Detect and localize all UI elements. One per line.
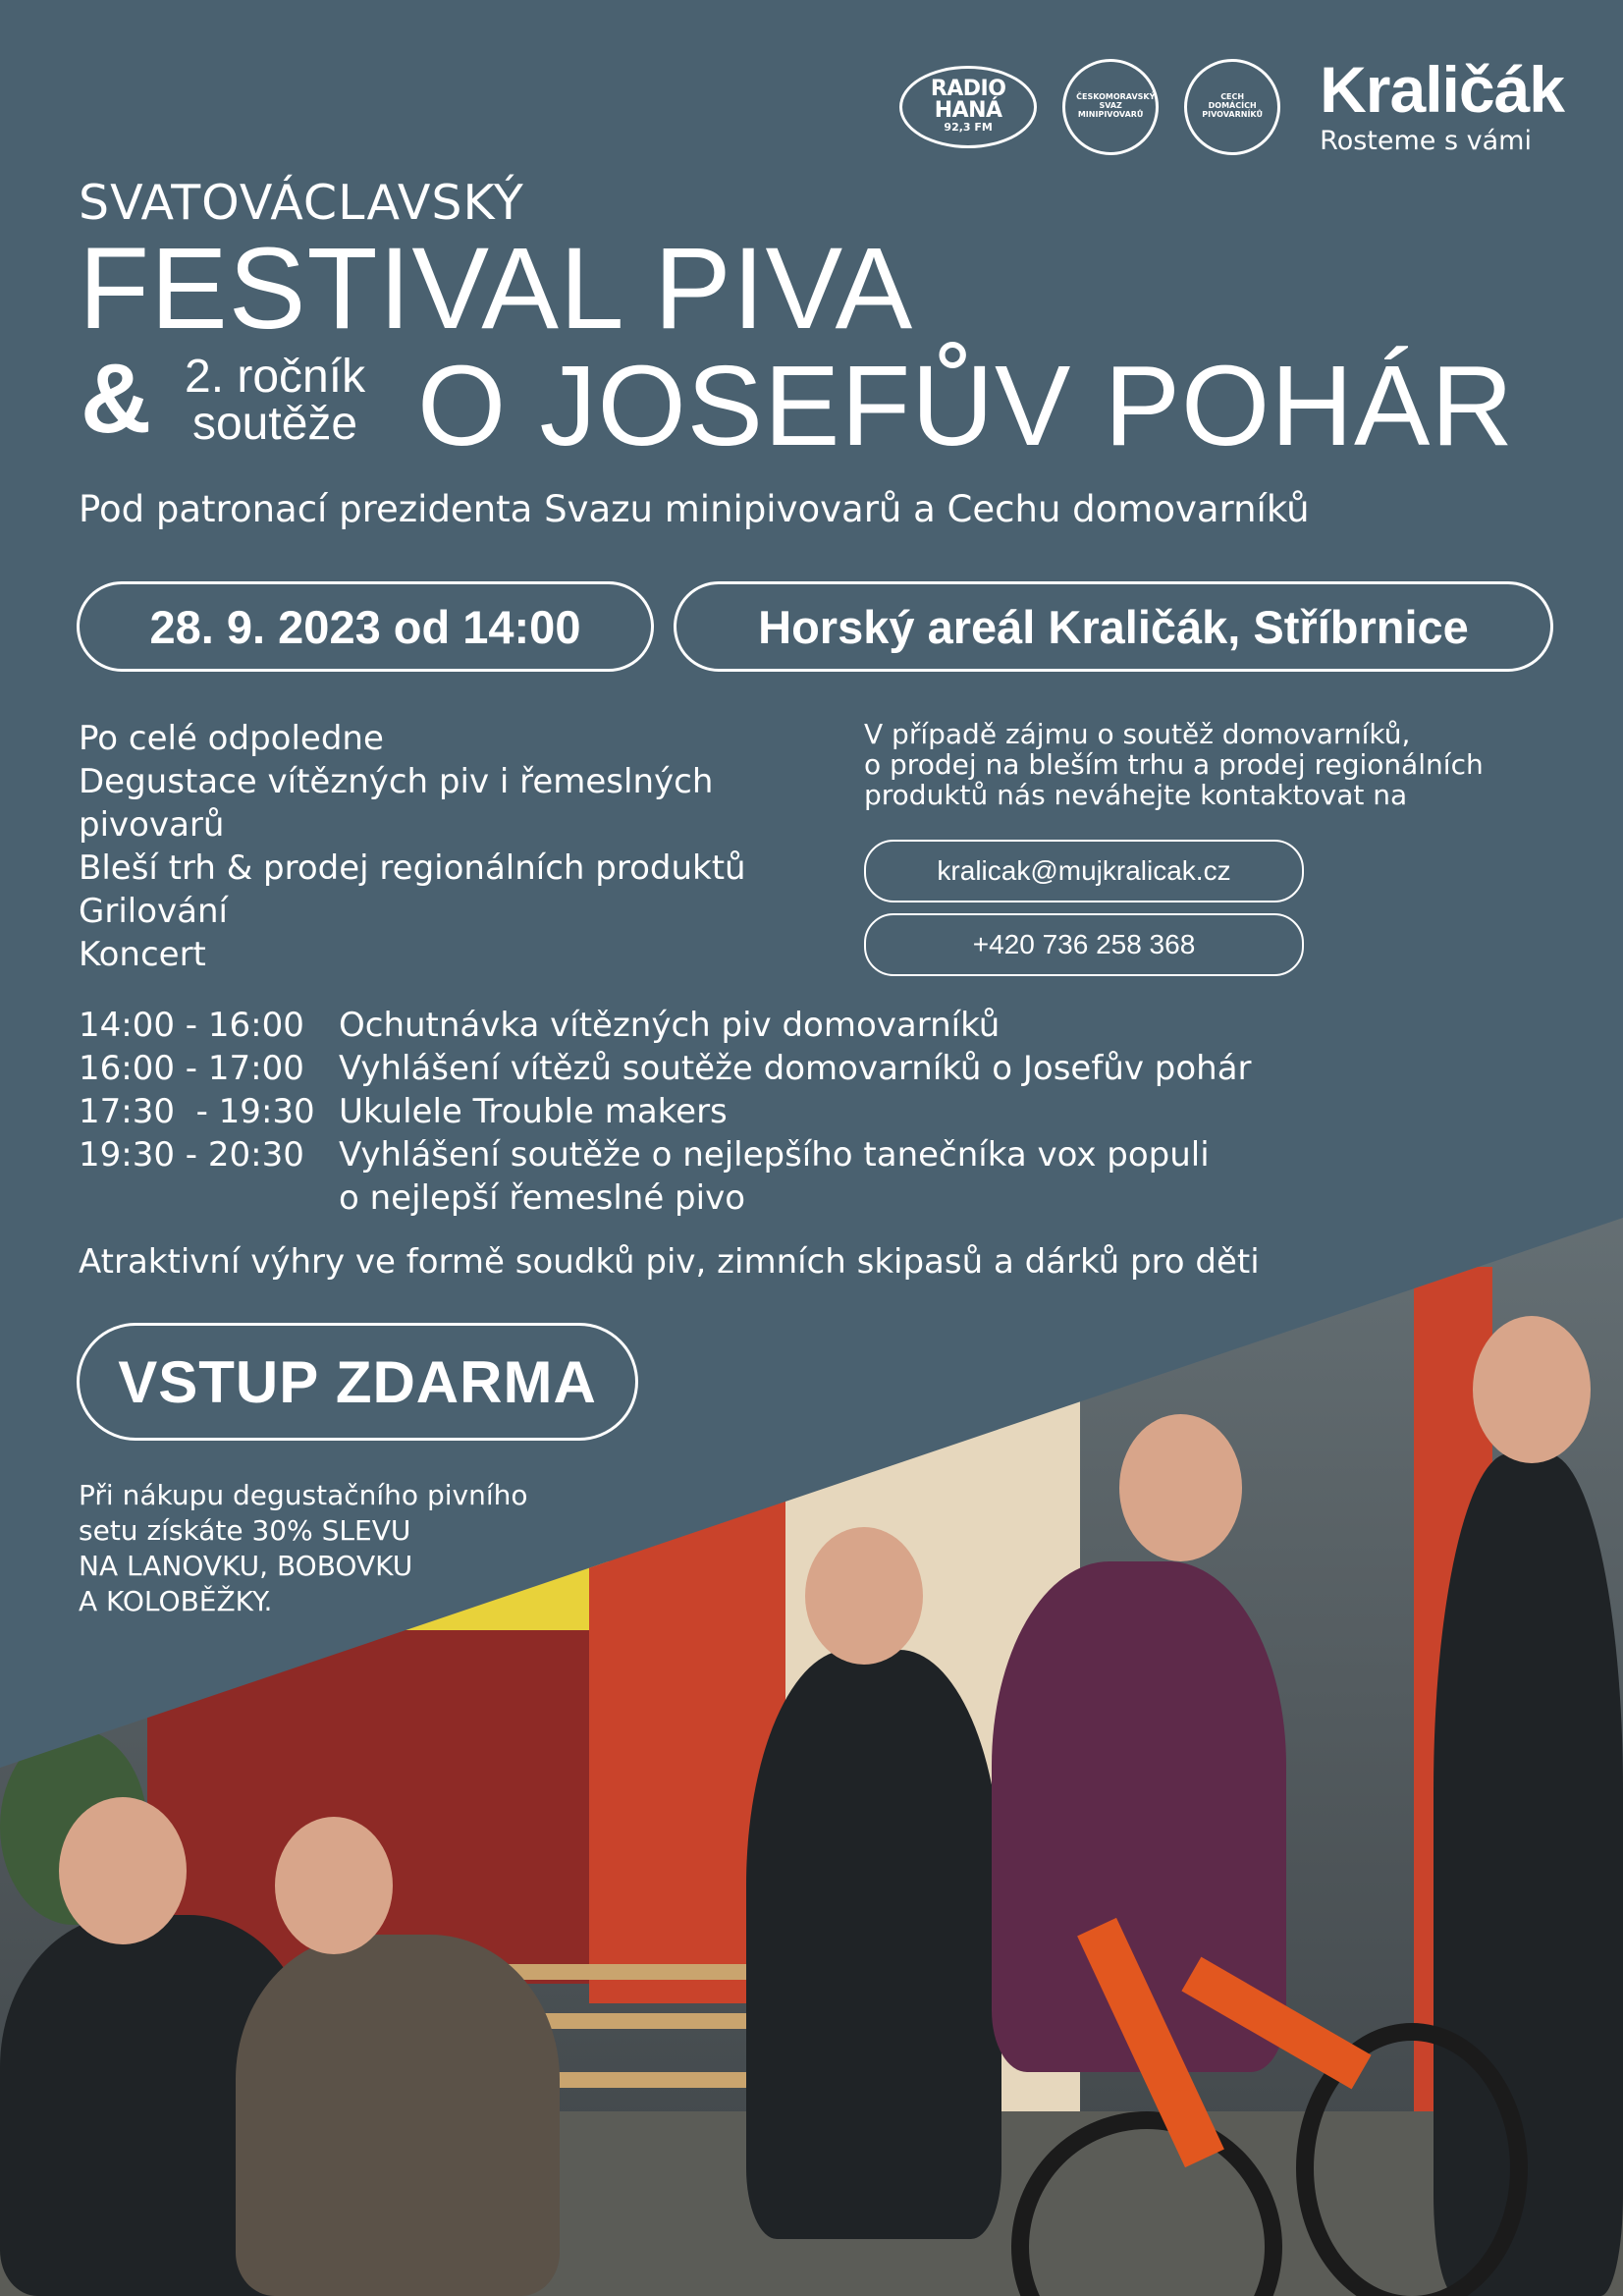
radio-hana-logo: RADIO HANÁ 92,3 FM (899, 66, 1037, 148)
patronage-text: Pod patronací prezidenta Svazu minipivovarů a Cechu domovarníků (79, 488, 1310, 530)
contact-phone[interactable]: +420 736 258 368 (864, 913, 1304, 976)
schedule-time: 17:30 - 19:30 (79, 1092, 315, 1131)
schedule-event: Ochutnávka vítězných piv domovarníků (339, 1006, 1001, 1045)
event-date: 28. 9. 2023 od 14:00 (77, 581, 654, 672)
schedule-row (79, 1090, 1252, 1133)
schedule-row (79, 1133, 1252, 1220)
title-rocnik: 2. ročník soutěže (185, 351, 366, 450)
schedule-event: Ukulele Trouble makers (339, 1092, 728, 1131)
activity-item: Koncert (79, 935, 206, 974)
activity-item: pivovarů (79, 805, 225, 845)
contact-note: V případě zájmu o soutěž domovarníků, o prodej na bleším trhu a prodej regionálních produktů nás neváhejte kontaktovat na (864, 718, 1484, 811)
event-place: Horský areál Kraličák, Stříbrnice (674, 581, 1553, 672)
title-cup: O JOSEFŮV POHÁR (417, 342, 1515, 469)
activity-item: Po celé odpoledne (79, 719, 384, 758)
title-line1: SVATOVÁCLAVSKÝ (79, 175, 524, 231)
activity-item: Degustace vítězných piv i řemeslných (79, 762, 714, 801)
svaz-minipivovaru-logo: ČESKOMORAVSKÝ SVAZ MINIPIVOVARŮ (1062, 59, 1159, 155)
cech-domovarniku-logo: CECH DOMÁCÍCH PIVOVARNÍKŮ (1184, 59, 1280, 155)
activity-item: Bleší trh & prodej regionálních produktů (79, 848, 746, 888)
kralicak-brand (1320, 53, 1564, 156)
schedule-row (79, 1004, 1252, 1047)
schedule-row (79, 1047, 1252, 1090)
entry-badge: VSTUP ZDARMA (77, 1323, 638, 1441)
schedule-event: Vyhlášení soutěže o nejlepšího tanečníka vox populi o nejlepší řemeslné pivo (339, 1135, 1210, 1218)
schedule (79, 1004, 1252, 1220)
brand-tagline: Rosteme s vámi (1320, 126, 1532, 156)
discount-text: Při nákupu degustačního pivního setu získáte 30% SLEVU NA LANOVKU, BOBOVKU A KOLOBĚŽKY. (79, 1479, 528, 1617)
contact-email[interactable]: kralicak@mujkralicak.cz (864, 840, 1304, 902)
activity-item: Grilování (79, 892, 228, 931)
schedule-event: Vyhlášení vítězů soutěže domovarníků o Josefův pohár (339, 1049, 1252, 1088)
brand-name: Kraličák (1320, 53, 1564, 126)
prizes-text: Atraktivní výhry ve formě soudků piv, zimních skipasů a dárků pro děti (79, 1242, 1260, 1282)
schedule-time: 14:00 - 16:00 (79, 1006, 304, 1045)
title-ampersand: & (81, 344, 152, 454)
title-line2: FESTIVAL PIVA (79, 224, 914, 354)
logo-bar (899, 53, 1564, 156)
activities-list (79, 717, 825, 976)
schedule-time: 19:30 - 20:30 (79, 1135, 304, 1175)
schedule-time: 16:00 - 17:00 (79, 1049, 304, 1088)
